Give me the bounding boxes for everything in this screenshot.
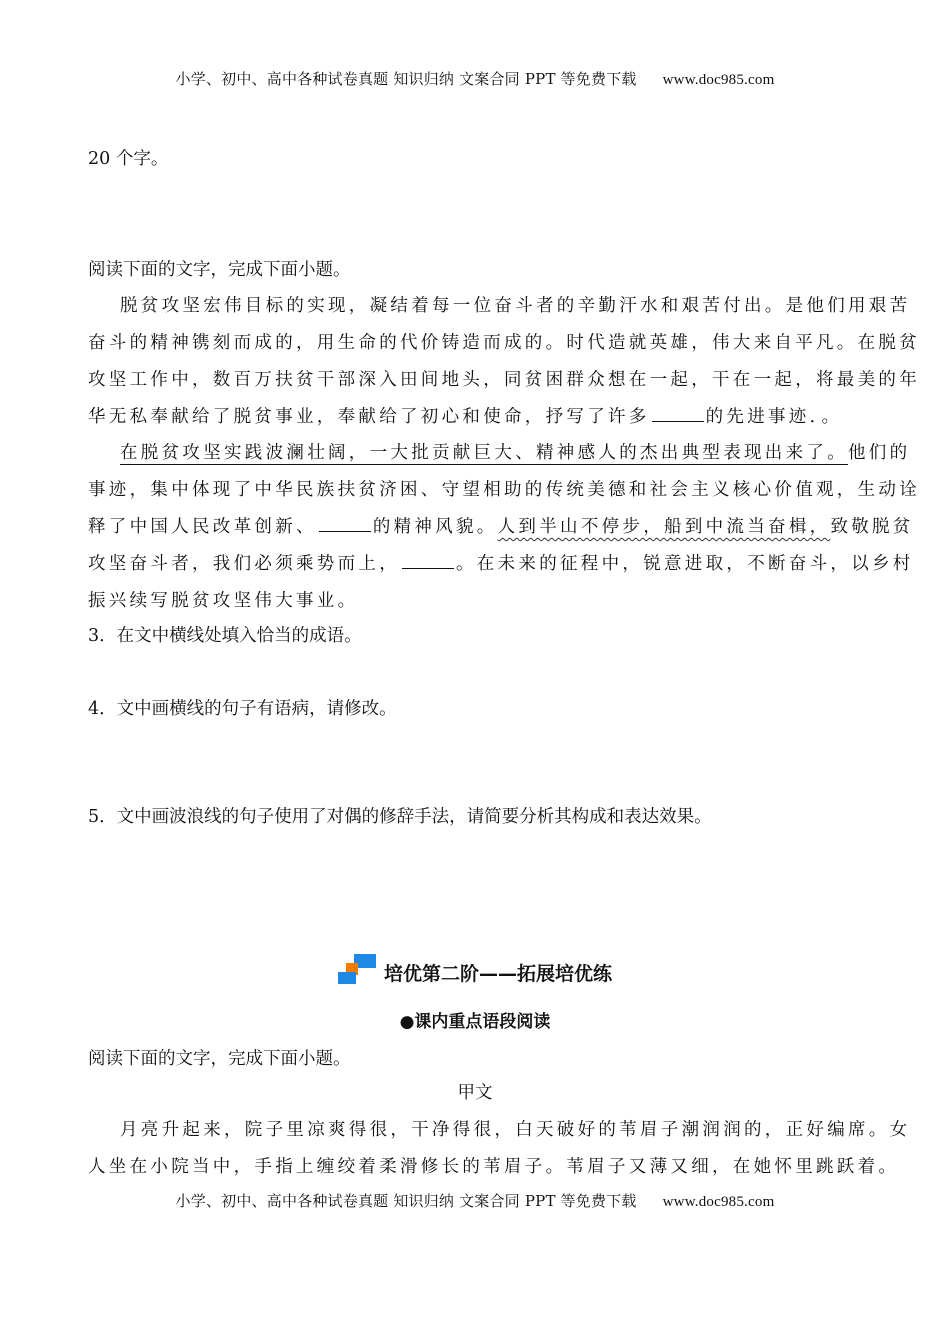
section-subtitle: ●课内重点语段阅读 <box>399 1012 551 1032</box>
text-segment: 的先进事迹．。 <box>705 407 843 427</box>
text-segment: 致敬脱贫 <box>830 517 914 537</box>
fill-blank-1[interactable] <box>652 407 704 422</box>
text-segment: 华无私奉献给了脱贫事业，奉献给了初心和使命，抒写了许多 <box>88 407 650 427</box>
page-footer <box>0 1190 950 1211</box>
question-5: 5．文中画波浪线的句子使用了对偶的修辞手法，请简要分析其构成和表达效果。 <box>88 807 712 827</box>
text-segment: 攻坚奋斗者，我们必须乘势而上， <box>88 554 400 574</box>
footer-url[interactable]: www.doc985.com <box>662 1194 775 1210</box>
fill-blank-3[interactable] <box>402 554 454 569</box>
section-title <box>0 954 950 986</box>
text-segment: 。在未来的征程中，锐意进取，不断奋斗，以乡村 <box>456 554 914 574</box>
paragraph-line <box>120 439 910 464</box>
paragraph-line <box>88 403 842 428</box>
header-text: 小学、初中、高中各种试卷真题 知识归纳 文案合同 PPT 等免费下载 <box>175 70 637 88</box>
top-line: 20 个字。 <box>88 149 169 169</box>
text-segment: 释了中国人民改革创新、 <box>88 517 317 537</box>
paragraph-line: 脱贫攻坚宏伟目标的实现，凝结着每一位奋斗者的辛勤汗水和艰苦付出。是他们用艰苦 <box>120 296 911 316</box>
footer-text: 小学、初中、高中各种试卷真题 知识归纳 文案合同 PPT 等免费下载 <box>175 1192 637 1210</box>
page-header <box>0 68 950 89</box>
paragraph-line: 事迹，集中体现了中华民族扶贫济困、守望相助的传统美德和社会主义核心价值观，生动诠 <box>88 480 920 500</box>
paragraph-line: 振兴续写脱贫攻坚伟大事业。 <box>88 591 359 611</box>
reading2-intro: 阅读下面的文字，完成下面小题。 <box>88 1049 351 1069</box>
reading1-intro: 阅读下面的文字，完成下面小题。 <box>88 260 351 280</box>
paragraph-line <box>88 513 914 538</box>
text-label: 甲文 <box>457 1083 493 1103</box>
paragraph-line <box>88 550 914 575</box>
underlined-sentence: 在脱贫攻坚实践波澜壮阔，一大批贡献巨大、精神感人的杰出典型表现出来了。 <box>120 443 848 463</box>
section-logo-icon <box>338 954 378 986</box>
question-3: 3．在文中横线处填入恰当的成语。 <box>88 626 362 646</box>
question-4: 4．文中画横线的句子有语病，请修改。 <box>88 699 397 719</box>
header-url[interactable]: www.doc985.com <box>662 72 775 88</box>
paragraph-line: 奋斗的精神镌刻而成的，用生命的代价铸造而成的。时代造就英雄，伟大来自平凡。在脱贫 <box>88 333 920 353</box>
wavy-sentence: 人到半山不停步，船到中流当奋楫， <box>497 517 831 537</box>
fill-blank-2[interactable] <box>319 517 371 532</box>
section-title-text: 培优第二阶——拓展培优练 <box>383 963 612 985</box>
paragraph-line: 月亮升起来，院子里凉爽得很，干净得很，白天破好的苇眉子潮润润的，正好编席。女 <box>120 1120 911 1140</box>
paragraph-line: 攻坚工作中，数百万扶贫干部深入田间地头，同贫困群众想在一起，干在一起，将最美的年 <box>88 370 920 390</box>
text-segment: 他们的 <box>848 443 911 463</box>
text-segment: 的精神风貌。 <box>372 517 498 537</box>
paragraph-line: 人坐在小院当中，手指上缠绞着柔滑修长的苇眉子。苇眉子又薄又细，在她怀里跳跃着。 <box>88 1157 900 1177</box>
